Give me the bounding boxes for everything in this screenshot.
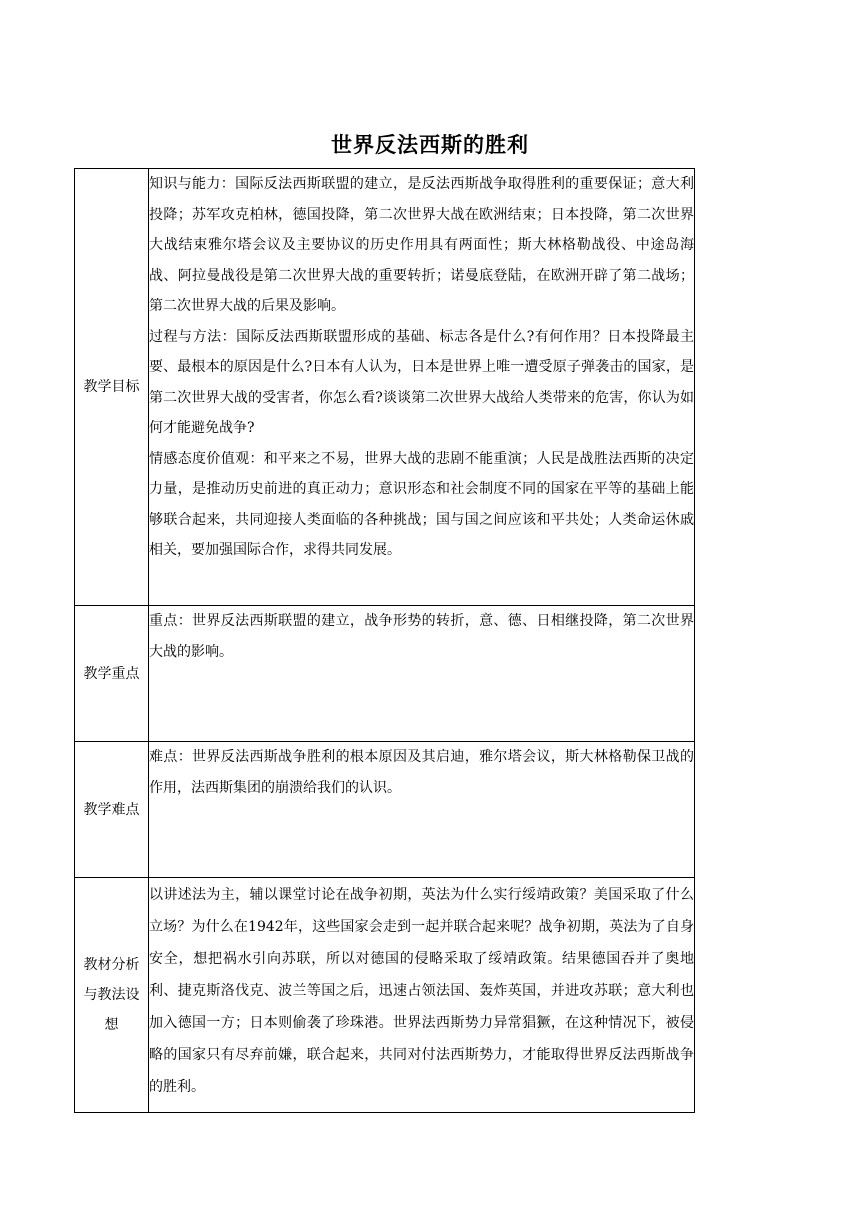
difficulties-label: 教学难点 bbox=[83, 801, 140, 818]
lesson-plan-table bbox=[74, 168, 695, 1113]
difficulties-label-cell bbox=[75, 742, 149, 878]
keypoints-label: 教学重点 bbox=[83, 665, 140, 682]
objectives-label-cell bbox=[75, 169, 149, 606]
table-row-difficulties bbox=[75, 742, 695, 878]
difficulties-content-cell bbox=[149, 742, 695, 878]
table-row-method bbox=[75, 878, 695, 1113]
objectives-label: 教学目标 bbox=[83, 379, 140, 395]
table-row-objectives bbox=[75, 169, 695, 606]
method-label: 教材分析与教法设想 bbox=[83, 957, 140, 1033]
objectives-emotion-text: 情感态度价值观：和平来之不易，世界大战的悲剧不能重演；人民是战胜法西斯的决定力量，是推动历史前进的真正动力；意识形态和社会制度不同的国家在平等的基础上能够联合起来，共同迎接人类面临的各种挑战；国与国之间应该和平共处；人类命运休戚相关，要加强国际合作，求得共同发展。 bbox=[149, 450, 694, 558]
keypoints-text: 重点：世界反法西斯联盟的建立，战争形势的转折，意、德、日相继投降，第二次世界大战的影响。 bbox=[149, 613, 694, 660]
objectives-content-cell bbox=[149, 169, 695, 606]
method-label-cell bbox=[75, 878, 149, 1113]
objectives-process-text: 过程与方法：国际反法西斯联盟形成的基础、标志各是什么?有何作用？日本投降最主要、最根本的原因是什么?日本有人认为，日本是世界上唯一遭受原子弹袭击的国家，是第二次世界大战的受害者，你怎么看?谈谈第二次世界大战给人类带来的危害，你认为如何才能避免战争? bbox=[149, 328, 694, 436]
keypoints-label-cell bbox=[75, 606, 149, 742]
objectives-knowledge-text: 知识与能力：国际反法西斯联盟的建立，是反法西斯战争取得胜利的重要保证；意大利投降；苏军攻克柏林，德国投降，第二次世界大战在欧洲结束；日本投降，第二次世界大战结束雅尔塔会议及主要协议的历史作用具有两面性；斯大林格勒战役、中途岛海战、阿拉曼战役是第二次世界大战的重要转折；诺曼底登陆，在欧洲开辟了第二战场；第二次世界大战的后果及影响。 bbox=[149, 176, 694, 314]
table-row-keypoints bbox=[75, 606, 695, 742]
method-content-cell bbox=[149, 878, 695, 1113]
page-title: 世界反法西斯的胜利 bbox=[331, 133, 529, 157]
keypoints-content-cell bbox=[149, 606, 695, 742]
method-text: 以讲述法为主，辅以课堂讨论在战争初期，英法为什么实行绥靖政策？美国采取了什么立场？为什么在1942年，这些国家会走到一起并联合起来呢？战争初期，英法为了自身安全，想把祸水引向苏联，所以对德国的侵略采取了绥靖政策。结果德国吞并了奥地利、捷克斯洛伐克、波兰等国之后，迅速占领法国、轰炸英国，并进攻苏联；意大利也加入德国一方；日本则偷袭了珍珠港。世界法西斯势力异常猖獗，在这种情况下，被侵略的国家只有尽弃前嫌，联合起来，共同对付法西斯势力，才能取得世界反法西斯战争的胜利。 bbox=[149, 887, 694, 1095]
difficulties-text: 难点：世界反法西斯战争胜利的根本原因及其启迪，雅尔塔会议，斯大林格勒保卫战的作用，法西斯集团的崩溃给我们的认识。 bbox=[149, 749, 694, 796]
